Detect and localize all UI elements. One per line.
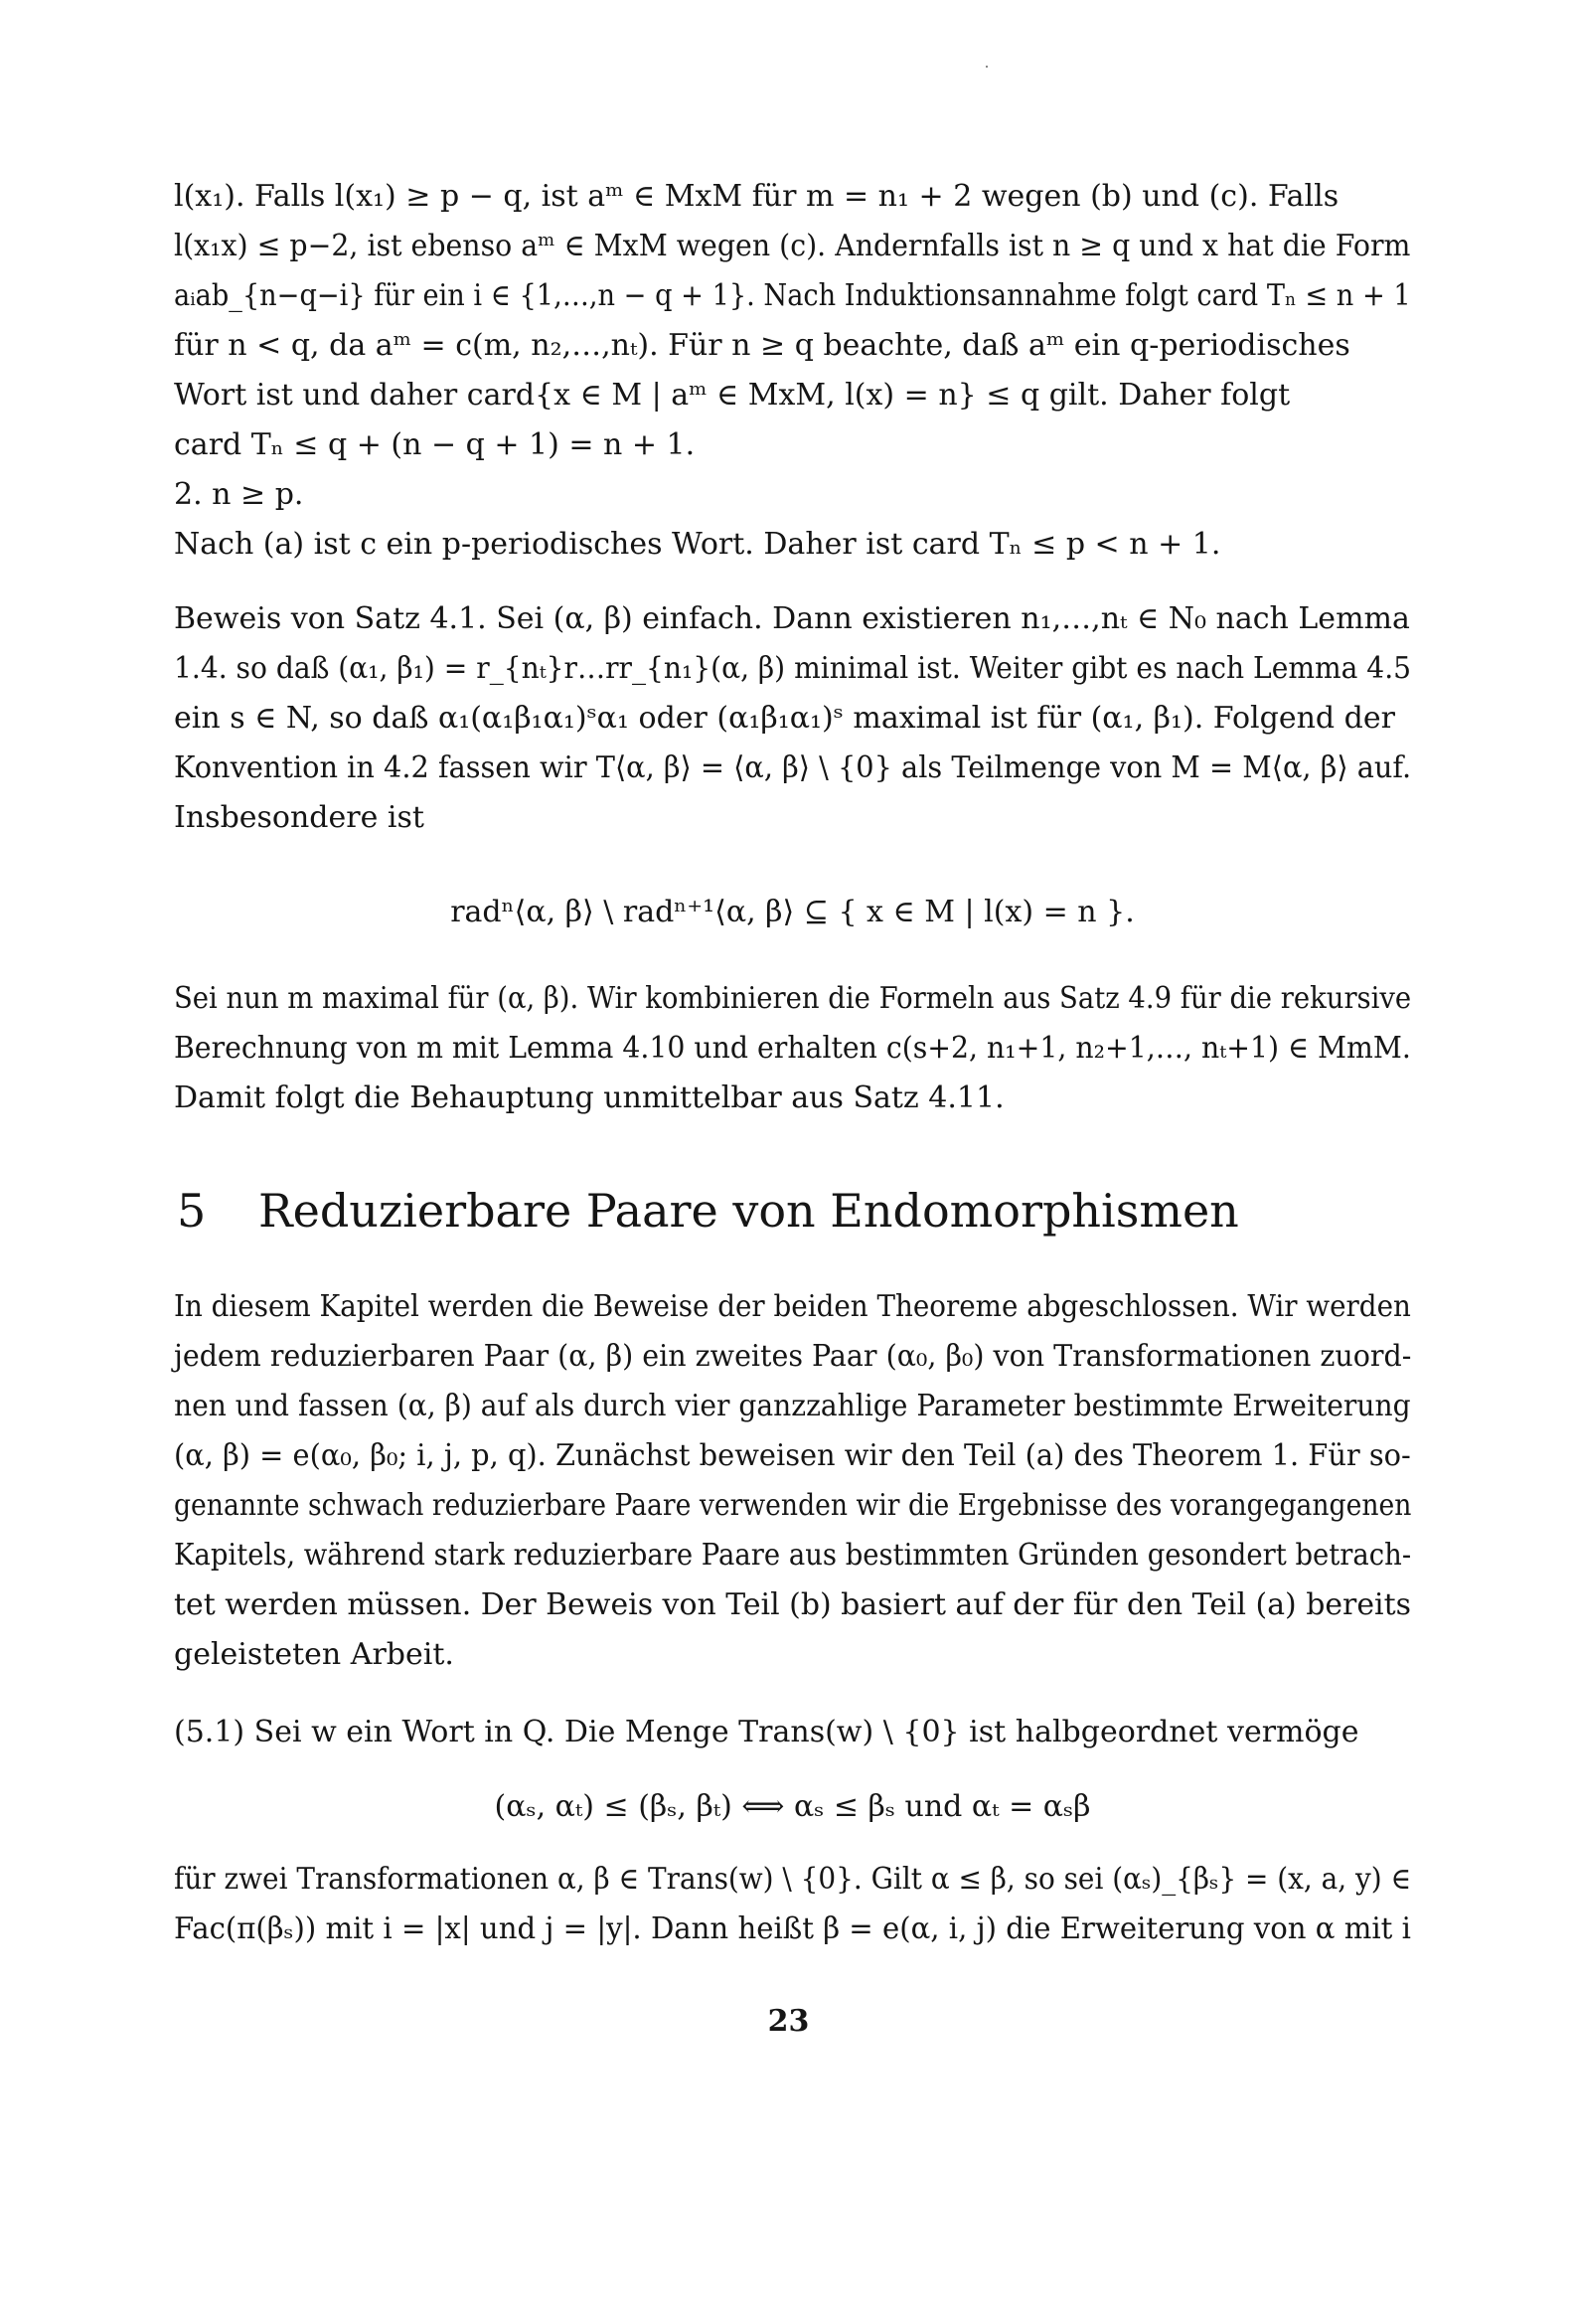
paragraph-erweiterung (174, 1855, 1411, 1954)
case-2-label: 2. n ≥ p. (174, 477, 304, 512)
text-line: Sei nun m maximal für (α, β). Wir kombinieren die Formeln aus Satz 4.9 für die rekursive (174, 981, 1412, 1016)
page-number: 23 (767, 2004, 810, 2039)
text-line: Insbesondere ist (174, 800, 424, 835)
text-line: (α, β) = e(α₀, β₀; i, j, p, q). Zunächst beweisen wir den Teil (a) des Theorem 1. Für so- (174, 1438, 1411, 1473)
text-line: tet werden müssen. Der Beweis von Teil (b) basiert auf der für den Teil (a) bereits (174, 1587, 1411, 1622)
text-line: Beweis von Satz 4.1. Sei (α, β) einfach. Dann existieren n₁,…,nₜ ∈ N₀ nach Lemma (174, 601, 1410, 636)
text-line: Kapitels, während stark reduzierbare Paare aus bestimmten Gründen gesondert betrach- (174, 1538, 1412, 1573)
formula-rad: radⁿ⟨α, β⟩ \ radⁿ⁺¹⟨α, β⟩ ⊆ { x ∈ M | l(x) = n }. (450, 895, 1135, 929)
text-line: (5.1) Sei w ein Wort in Q. Die Menge Trans(w) \ {0} ist halbgeordnet vermöge (174, 1715, 1359, 1749)
scan-speck (986, 66, 988, 68)
definition-5-1 (174, 1708, 1411, 1757)
text-line: nen und fassen (α, β) auf als durch vier ganzzahlige Parameter bestimmte Erweiterung (174, 1389, 1411, 1423)
text-line: Wort ist und daher card{x ∈ M | aᵐ ∈ MxM, l(x) = n} ≤ q gilt. Daher folgt (174, 378, 1291, 413)
text-line: ein s ∈ N, so daß α₁(α₁β₁α₁)ˢα₁ oder (α₁β₁α₁)ˢ maximal ist für (α₁, β₁). Folgend der (174, 701, 1395, 736)
formula-order: (αₛ, αₜ) ≤ (βₛ, βₜ) ⟺ αₛ ≤ βₛ und αₜ = αₛβ (494, 1789, 1091, 1824)
text-line: aᵢab_{n−q−i} für ein i ∈ {1,…,n − q + 1}. Nach Induktionsannahme folgt card Tₙ ≤ n + 1 (174, 278, 1411, 313)
paragraph-proof-case-1 (174, 172, 1411, 570)
text-line: 1.4. so daß (α₁, β₁) = r_{nₜ}r…rr_{n₁}(α, β) minimal ist. Weiter gibt es nach Lemma 4.5 (174, 651, 1412, 686)
text-line: geleisteten Arbeit. (174, 1637, 454, 1672)
text-line: Damit folgt die Behauptung unmittelbar aus Satz 4.11. (174, 1080, 1005, 1115)
paragraph-beweis-satz-4-1 (174, 594, 1411, 843)
text-line: Fac(π(βₛ)) mit i = |x| und j = |y|. Dann heißt β = e(α, i, j) die Erweiterung von α mit i (174, 1911, 1411, 1946)
paragraph-maximal (174, 974, 1411, 1123)
text-line: l(x₁). Falls l(x₁) ≥ p − q, ist aᵐ ∈ MxM für m = n₁ + 2 wegen (b) und (c). Falls (174, 179, 1340, 214)
section-title: Reduzierbare Paare von Endomorphismen (258, 1184, 1239, 1238)
section-number: 5 (177, 1184, 207, 1238)
case-2-text: Nach (a) ist c ein p-periodisches Wort. Daher ist card Tₙ ≤ p < n + 1. (174, 527, 1221, 562)
text-line: jedem reduzierbaren Paar (α, β) ein zweites Paar (α₀, β₀) von Transformationen zuord- (174, 1339, 1412, 1374)
section-heading (177, 1181, 1239, 1241)
text-line: genannte schwach reduzierbare Paare verwenden wir die Ergebnisse des vorangegangenen (174, 1488, 1412, 1523)
text-line: für n < q, da aᵐ = c(m, n₂,…,nₜ). Für n ≥ q beachte, daß aᵐ ein q-periodisches (174, 328, 1350, 363)
text-line: In diesem Kapitel werden die Beweise der beiden Theoreme abgeschlossen. Wir werden (174, 1289, 1411, 1324)
text-line: card Tₙ ≤ q + (n − q + 1) = n + 1. (174, 427, 696, 462)
paragraph-section-intro (174, 1282, 1411, 1680)
text-line: Konvention in 4.2 fassen wir T⟨α, β⟩ = ⟨α, β⟩ \ {0} als Teilmenge von M = M⟨α, β⟩ auf. (174, 750, 1412, 785)
text-line: für zwei Transformationen α, β ∈ Trans(w) \ {0}. Gilt α ≤ β, so sei (αₛ)_{βₛ} = (x, a, y) ∈ (174, 1862, 1412, 1897)
text-line: l(x₁x) ≤ p−2, ist ebenso aᵐ ∈ MxM wegen (c). Andernfalls ist n ≥ q und x hat die Form (174, 229, 1411, 263)
text-line: Berechnung von m mit Lemma 4.10 und erhalten c(s+2, n₁+1, n₂+1,…, nₜ+1) ∈ MmM. (174, 1031, 1411, 1066)
